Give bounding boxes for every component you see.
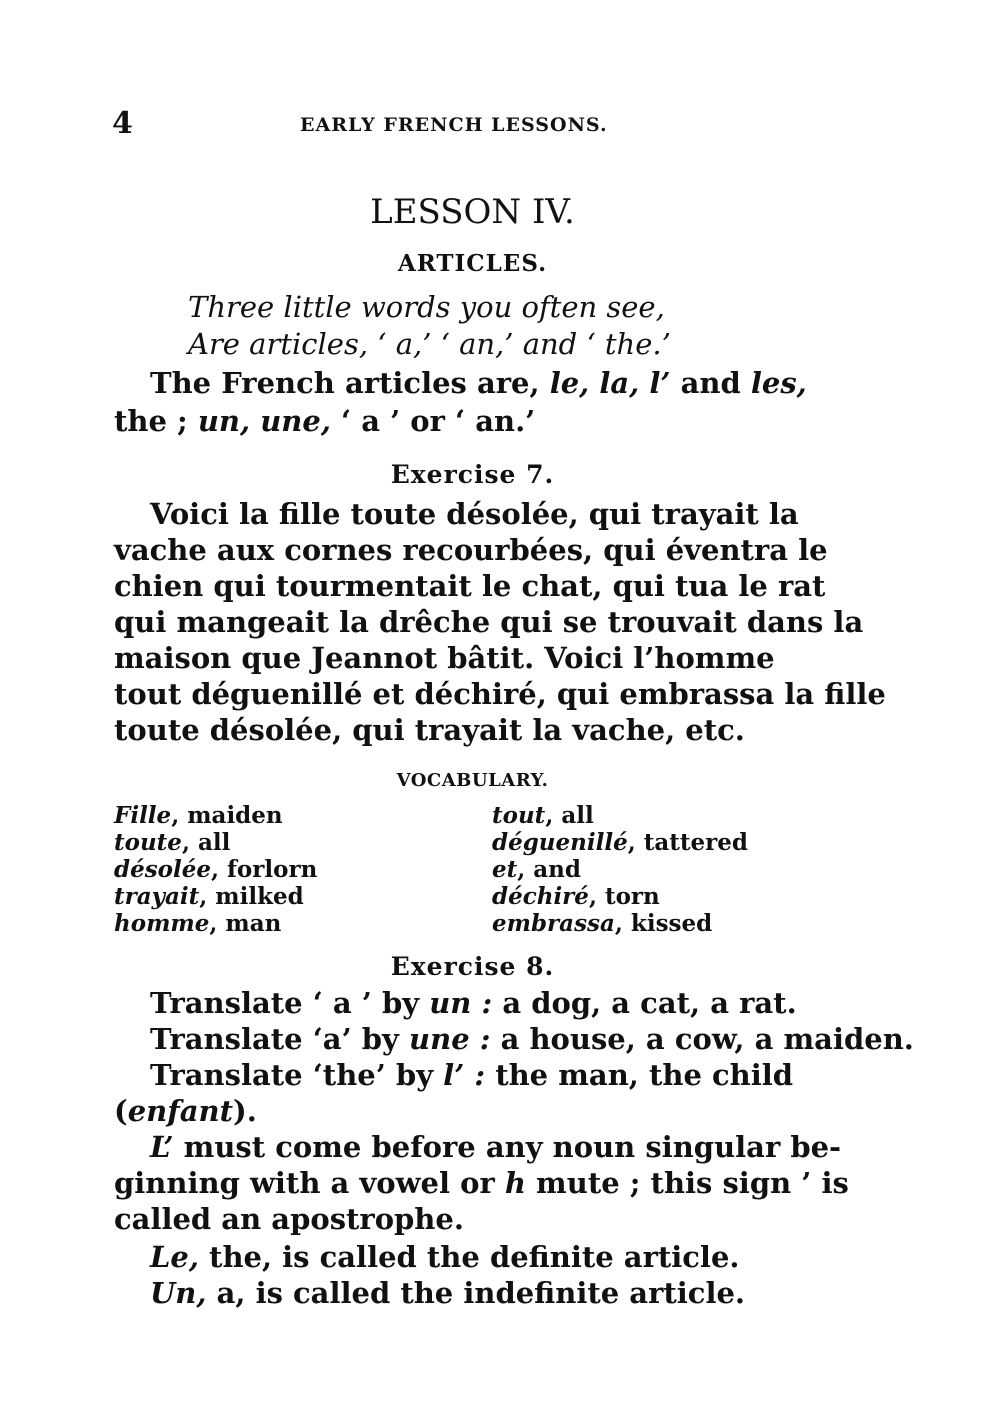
running-head: EARLY FRENCH LESSONS. xyxy=(300,114,608,136)
lesson-title: LESSON IV. xyxy=(370,192,575,232)
exercise-8-line: (enfant). xyxy=(114,1094,257,1128)
section-title: ARTICLES. xyxy=(397,250,548,277)
exercise-7-line: tout déguenillé et déchiré, qui embrassa la fille xyxy=(114,677,886,711)
vocab-entry: embrassa, kissed xyxy=(492,910,713,937)
exercise-8-line: Un, a, is called the indefinite article. xyxy=(150,1276,746,1310)
exercise-8-line: Translate ‘ a ’ by un : a dog, a cat, a rat. xyxy=(150,986,797,1020)
exercise-8-line: ginning with a vowel or h mute ; this sign ’ is xyxy=(114,1166,849,1200)
exercise-7-line: Voici la fille toute désolée, qui trayait la xyxy=(150,497,799,531)
exercise-7-title: Exercise 7. xyxy=(390,460,555,489)
vocab-entry: tout, all xyxy=(492,802,594,829)
verse-line-2: Are articles, ‘ a,’ ‘ an,’ and ‘ the.’ xyxy=(188,327,671,361)
exercise-8-line: called an apostrophe. xyxy=(114,1202,464,1236)
vocab-entry: déguenillé, tattered xyxy=(492,829,748,856)
intro-line-1: The French articles are, le, la, l’ and les, xyxy=(150,366,807,400)
exercise-8-title: Exercise 8. xyxy=(390,952,555,981)
exercise-7-line: vache aux cornes recourbées, qui éventra le xyxy=(114,533,828,567)
vocab-entry: déchiré, torn xyxy=(492,883,660,910)
exercise-8-line: Translate ‘a’ by une : a house, a cow, a maiden. xyxy=(150,1022,914,1056)
vocab-entry: toute, all xyxy=(114,829,231,856)
vocab-entry: et, and xyxy=(492,856,581,883)
vocab-entry: trayait, milked xyxy=(114,883,304,910)
exercise-8-line: Le, the, is called the definite article. xyxy=(150,1240,740,1274)
exercise-7-line: toute désolée, qui trayait la vache, etc. xyxy=(114,713,745,747)
vocab-entry: homme, man xyxy=(114,910,282,937)
exercise-8-line: L’ must come before any noun singular be- xyxy=(150,1130,842,1164)
exercise-7-line: maison que Jeannot bâtit. Voici l’homme xyxy=(114,641,775,675)
exercise-7-line: chien qui tourmentait le chat, qui tua le rat xyxy=(114,569,826,603)
intro-line-2: the ; un, une, ‘ a ’ or ‘ an.’ xyxy=(114,404,536,438)
page-number: 4 xyxy=(112,106,133,141)
verse-line-1: Three little words you often see, xyxy=(188,290,665,324)
exercise-8-line: Translate ‘the’ by l’ : the man, the child xyxy=(150,1058,794,1092)
vocab-entry: Fille, maiden xyxy=(114,802,283,829)
vocab-entry: désolée, forlorn xyxy=(114,856,318,883)
vocabulary-title: VOCABULARY. xyxy=(396,770,549,791)
exercise-7-line: qui mangeait la drêche qui se trouvait dans la xyxy=(114,605,864,639)
